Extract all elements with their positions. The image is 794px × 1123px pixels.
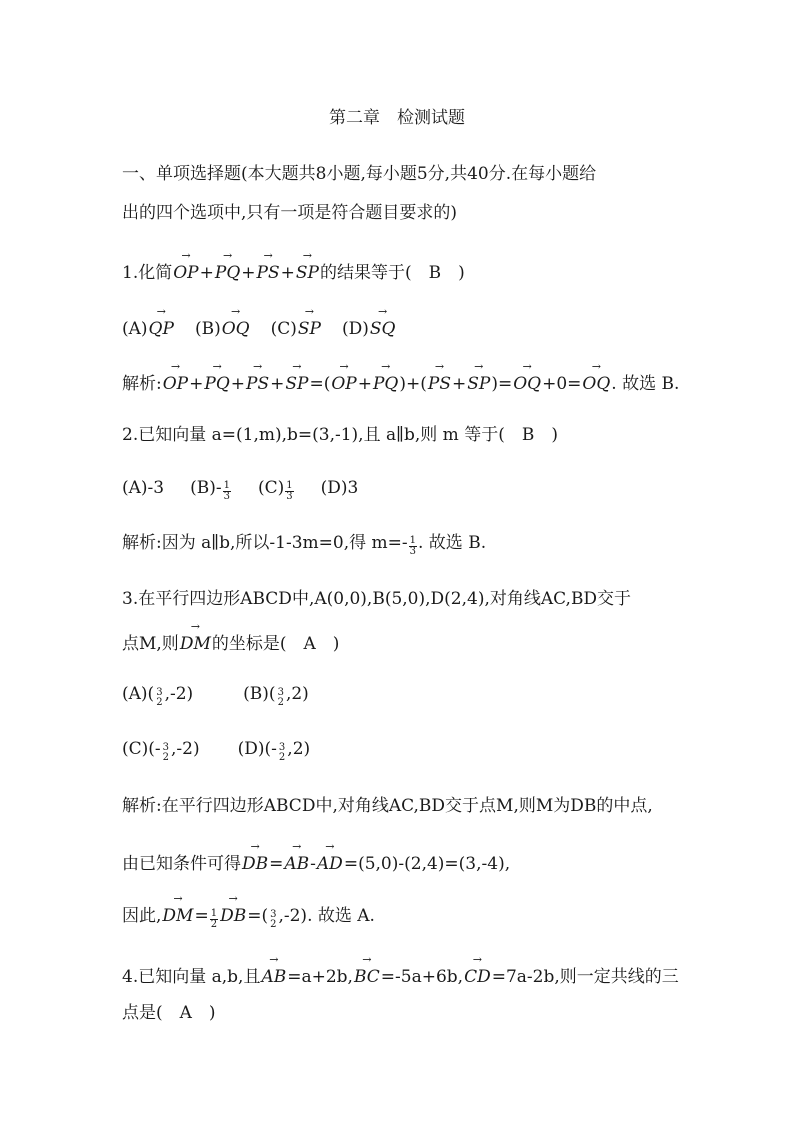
question-3-options-ab (122, 683, 309, 708)
option-b: (B)- $\frac{1}{3}$ (190, 478, 230, 502)
question-2-stem: 2.已知向量 a=(1,m),b=(3,-1),且 a∥b,则 m 等于( B ) (122, 425, 558, 445)
question-4-stem-line1: 4.已知向量 a,b,且→ AB=a+2b,→ BC=-5a+6b,→ CD=7a-2b,则一定共线的三 (122, 966, 679, 988)
option-c: (C) $\frac{1}{3}$ (258, 478, 293, 502)
vector-ps: → PS (256, 262, 281, 284)
vector-pq: → PQ (214, 262, 241, 284)
option-d: (D)→ SQ (342, 319, 397, 339)
question-3-solution-line1: 解析:在平行四边形ABCD中,对角线AC,BD交于点M,则M为DB的中点, (122, 796, 653, 816)
option-c: (C)(- 3 2 ,-2) (122, 739, 200, 763)
section-heading-line1: 一、单项选择题(本大题共8小题,每小题5分,共40分.在每小题给 (122, 164, 597, 184)
option-a: (A)( 3 2 ,-2) (122, 684, 194, 708)
question-3-stem-line2: 点M,则→ DM的坐标是( A ) (122, 633, 339, 655)
question-2-solution: 解析:因为 a∥b,所以-1-3m=0,得 m=- $\frac{1}{3}$ . 故选 B. (122, 533, 487, 557)
option-a: (A)→ QP (122, 319, 175, 339)
option-b: (B)( 3 2 ,2) (243, 684, 309, 708)
section-heading-line2: 出的四个选项中,只有一项是符合题目要求的) (122, 203, 458, 223)
vector-sp: → SP (295, 262, 320, 284)
option-d: (D)3 (320, 478, 359, 498)
option-a: (A)-3 (122, 478, 165, 498)
question-3-solution-line3: 因此,→ DM= $\frac{1}{2}$ → DB=( 3 2 ,-2). 故选 A. (122, 905, 375, 930)
vector-op: → OP (172, 262, 199, 284)
question-3-options-cd (122, 738, 310, 763)
question-1-stem: 1.化简→ OP+→ PQ+→ PS+→ SP的结果等于( B ) (122, 262, 465, 284)
question-4-stem-line2: 点是( A ) (122, 1003, 216, 1023)
option-b: (B)→ OQ (195, 319, 251, 339)
option-d: (D)(- 3 2 ,2) (237, 739, 311, 763)
question-2-options (122, 477, 358, 502)
question-3-stem-line1: 3.在平行四边形ABCD中,A(0,0),B(5,0),D(2,4),对角线AC,BD交于 (122, 589, 632, 609)
question-1-solution: 解析:→ OP+→ PQ+→ PS+→ SP=(→ OP+→ PQ)+(→ PS+→ SP)=→ OQ+0=→ OQ. 故选 B. (122, 373, 679, 395)
question-1-options (122, 318, 396, 340)
page-title: 第二章 检测试题 (329, 108, 465, 128)
question-3-solution-line2: 由已知条件可得→ DB=→ AB-→ AD=(5,0)-(2,4)=(3,-4), (122, 853, 510, 875)
option-c: (C)→ SP (271, 319, 322, 339)
